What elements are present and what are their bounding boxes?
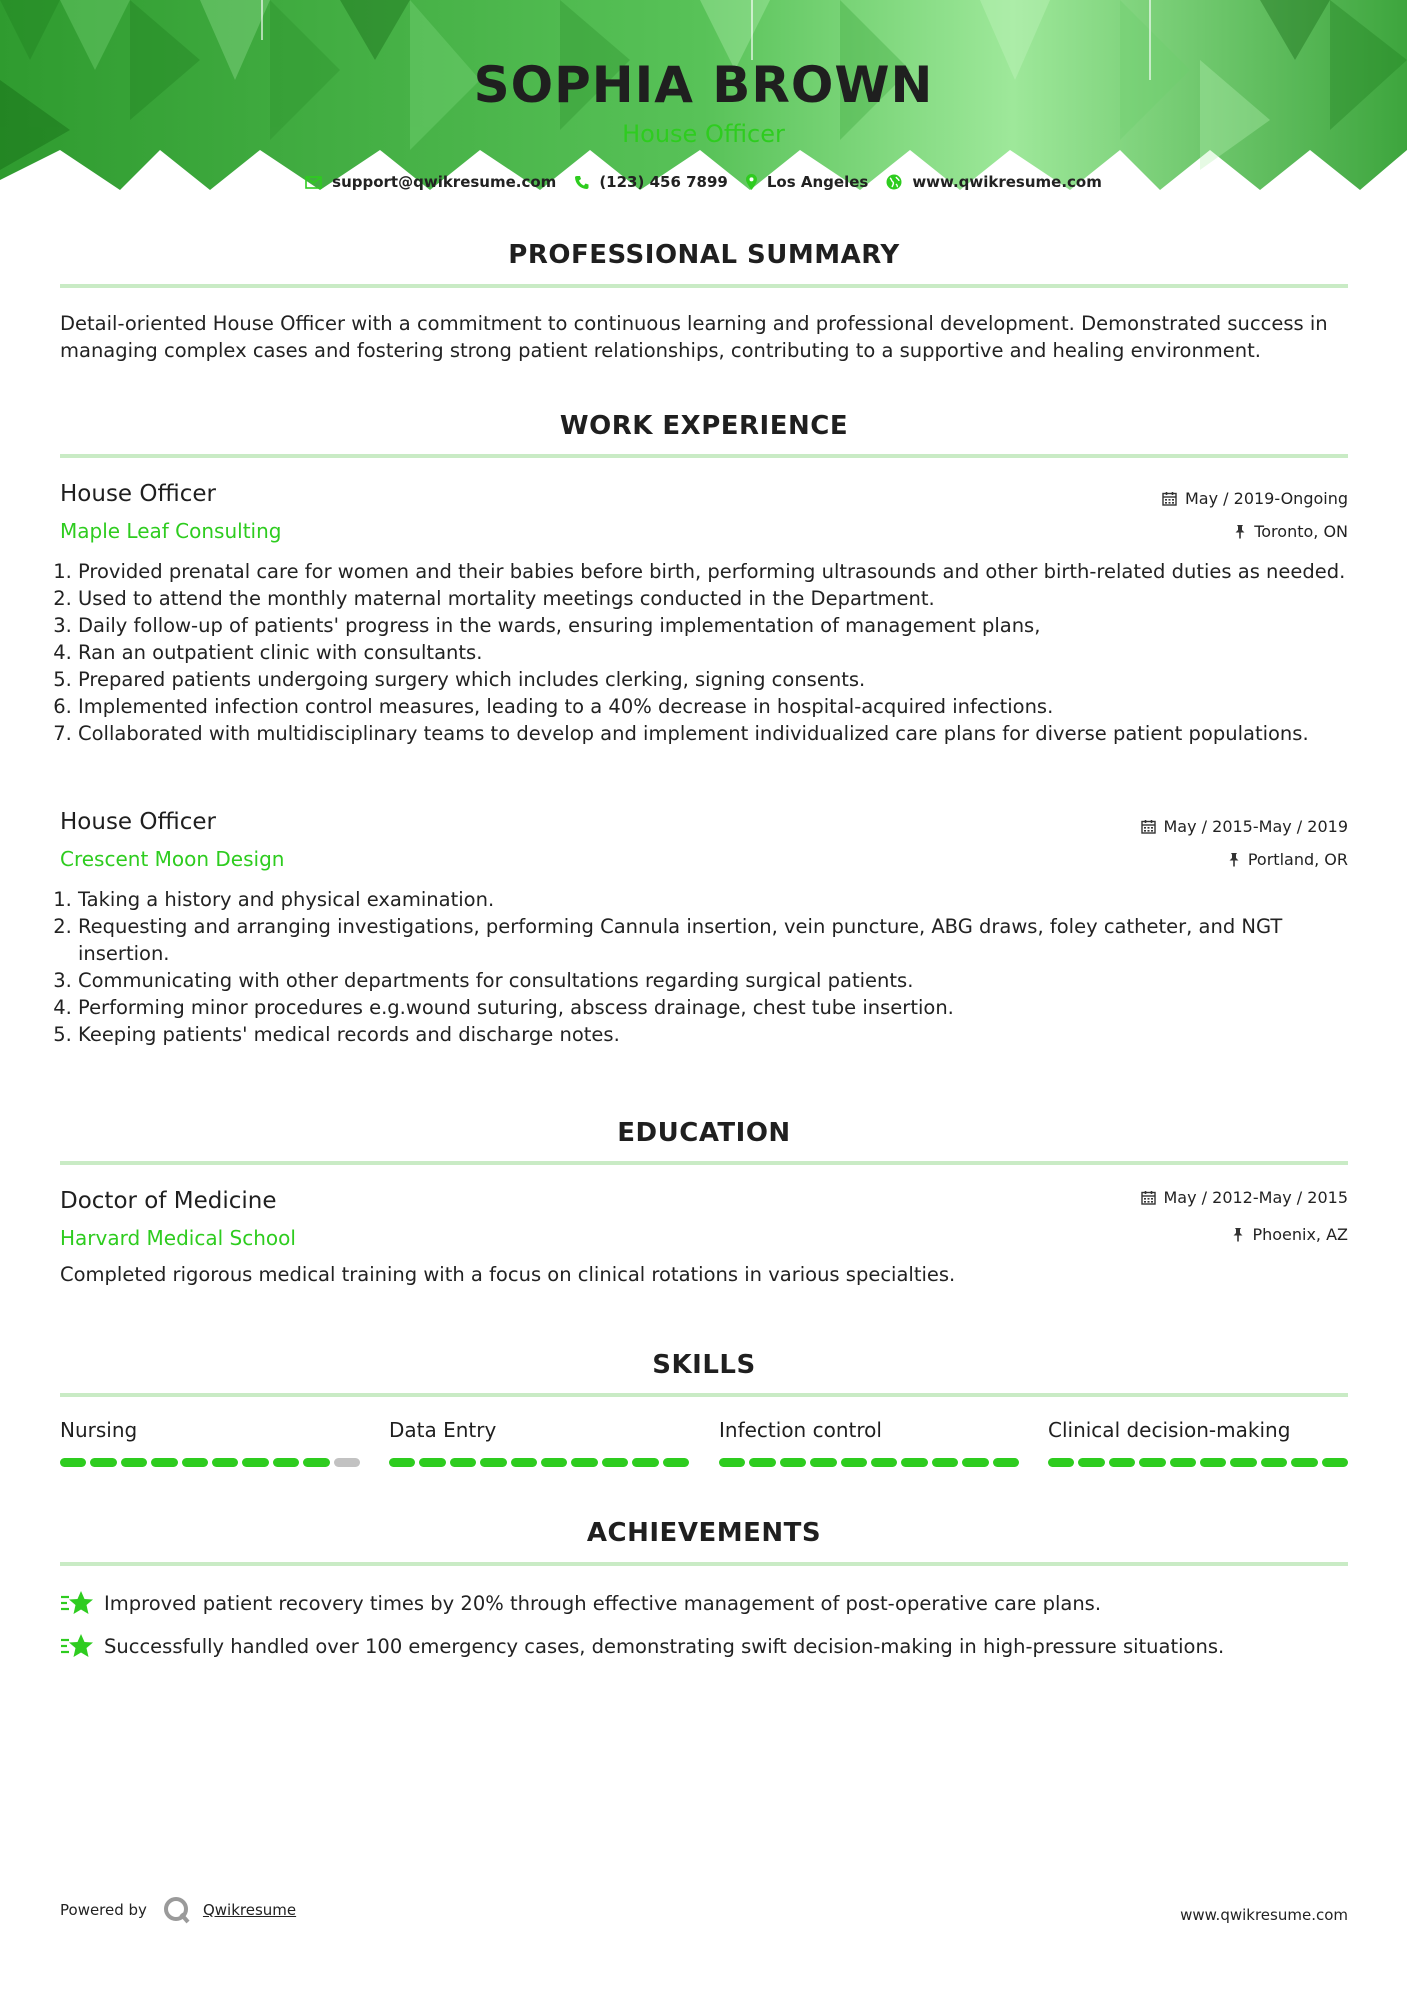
globe-icon <box>886 174 902 190</box>
list-item: 5. Keeping patients' medical records and discharge notes. <box>78 1021 1368 1048</box>
skill-level-segment <box>303 1458 329 1467</box>
skill-level-segment <box>663 1458 689 1467</box>
skill-level-segment <box>841 1458 867 1467</box>
list-item: 1. Provided prenatal care for women and their babies before birth, performing ultrasounds and other birth-related duties as needed. <box>78 558 1368 585</box>
achievements-divider <box>60 1562 1348 1566</box>
education-location-text: Phoenix, AZ <box>1252 1225 1348 1244</box>
pushpin-icon <box>1234 524 1246 539</box>
job-title: House Officer <box>60 481 216 507</box>
qwikresume-link[interactable]: Qwikresume <box>202 1901 297 1919</box>
job-responsibilities-list <box>60 886 1368 1048</box>
list-item: 4. Ran an outpatient clinic with consultants. <box>78 639 1368 666</box>
skill-level-segment <box>511 1458 537 1467</box>
skill-level-segment <box>151 1458 177 1467</box>
summary-text: Detail-oriented House Officer with a commitment to continuous learning and professional development. Demonstrated success in managing complex cases and fostering strong patient relationships, contributing to a supportive and healing environment. <box>60 312 1328 362</box>
skill-level-segment <box>602 1458 628 1467</box>
job-location <box>1228 850 1348 869</box>
skill-level-segment <box>571 1458 597 1467</box>
list-item: 3. Communicating with other departments for consultations regarding surgical patients. <box>78 967 1368 994</box>
skill-name: Data Entry <box>389 1418 497 1442</box>
skill-level-segment <box>1048 1458 1074 1467</box>
job-company: Crescent Moon Design <box>60 847 285 871</box>
list-item: 1. Taking a history and physical examination. <box>78 886 1368 913</box>
powered-by-label: Powered by <box>60 1901 147 1919</box>
job-dates-text: May / 2019-Ongoing <box>1185 489 1348 508</box>
contact-email[interactable] <box>305 173 556 191</box>
skill-level-segment <box>480 1458 506 1467</box>
skill-level-segment <box>389 1458 415 1467</box>
skill-level-segment <box>632 1458 658 1467</box>
candidate-title: House Officer <box>622 120 785 148</box>
skill-item <box>389 1418 689 1467</box>
contact-website[interactable] <box>886 173 1102 191</box>
skill-level-segment <box>1291 1458 1317 1467</box>
calendar-icon <box>1141 819 1156 834</box>
skill-level-bar <box>389 1458 689 1467</box>
star-icon <box>60 1589 94 1617</box>
skill-level-segment <box>901 1458 927 1467</box>
education-dates <box>1141 1188 1349 1207</box>
calendar-icon <box>1162 491 1177 506</box>
skill-level-segment <box>60 1458 86 1467</box>
job-dates <box>1162 489 1348 508</box>
skill-level-bar <box>1048 1458 1348 1467</box>
achievement-item <box>60 1589 1101 1617</box>
summary-heading: PROFESSIONAL SUMMARY <box>508 240 900 270</box>
education-dates-text: May / 2012-May / 2015 <box>1163 1188 1348 1207</box>
summary-divider <box>60 284 1348 288</box>
job-company: Maple Leaf Consulting <box>60 519 282 543</box>
list-item: 7. Collaborated with multidisciplinary teams to develop and implement individualized care plans for diverse patient populations. <box>78 720 1368 747</box>
skill-level-segment <box>780 1458 806 1467</box>
skill-item <box>1048 1418 1348 1467</box>
skill-level-segment <box>273 1458 299 1467</box>
skill-level-segment <box>121 1458 147 1467</box>
skill-level-segment <box>334 1458 360 1467</box>
job-dates <box>1141 817 1349 836</box>
skill-item <box>719 1418 1019 1467</box>
achievement-item <box>60 1632 1224 1660</box>
contact-phone-text: (123) 456 7899 <box>599 173 728 191</box>
skill-name: Clinical decision-making <box>1048 1418 1291 1442</box>
school-name: Harvard Medical School <box>60 1226 296 1250</box>
skill-level-segment <box>1322 1458 1348 1467</box>
contact-bar <box>0 173 1407 191</box>
phone-icon <box>574 175 589 190</box>
skill-level-segment <box>1261 1458 1287 1467</box>
skill-level-segment <box>1170 1458 1196 1467</box>
job-title: House Officer <box>60 809 216 835</box>
skills-divider <box>60 1393 1348 1397</box>
star-icon <box>60 1632 94 1660</box>
skill-level-segment <box>450 1458 476 1467</box>
contact-location <box>746 173 868 191</box>
contact-location-text: Los Angeles <box>766 173 869 191</box>
experience-divider <box>60 454 1348 458</box>
education-location <box>1232 1225 1348 1244</box>
map-marker-icon <box>746 174 757 190</box>
skill-level-segment <box>810 1458 836 1467</box>
job-dates-text: May / 2015-May / 2019 <box>1163 817 1348 836</box>
skill-level-segment <box>419 1458 445 1467</box>
skill-level-segment <box>1230 1458 1256 1467</box>
skill-level-segment <box>932 1458 958 1467</box>
skill-level-segment <box>749 1458 775 1467</box>
skill-level-segment <box>1139 1458 1165 1467</box>
footer-powered-by <box>60 1896 296 1924</box>
skill-level-bar <box>60 1458 360 1467</box>
skill-level-bar <box>719 1458 1019 1467</box>
job-location-text: Portland, OR <box>1247 850 1348 869</box>
pushpin-icon <box>1228 852 1240 867</box>
skill-level-segment <box>962 1458 988 1467</box>
achievement-text: Successfully handled over 100 emergency cases, demonstrating swift decision-making in high-pressure situations. <box>104 1634 1225 1658</box>
skill-level-segment <box>90 1458 116 1467</box>
pushpin-icon <box>1232 1227 1244 1242</box>
list-item: 2. Requesting and arranging investigations, performing Cannula insertion, vein puncture, ABG draws, foley catheter, and NGT insertion. <box>78 913 1368 967</box>
skill-level-segment <box>541 1458 567 1467</box>
qwikresume-logo-icon <box>163 1896 191 1924</box>
skill-level-segment <box>212 1458 238 1467</box>
achievements-heading: ACHIEVEMENTS <box>586 1518 822 1548</box>
job-location <box>1234 522 1348 541</box>
skill-level-segment <box>871 1458 897 1467</box>
list-item: 4. Performing minor procedures e.g.wound suturing, abscess drainage, chest tube insertion. <box>78 994 1368 1021</box>
experience-heading: WORK EXPERIENCE <box>559 411 849 441</box>
skills-heading: SKILLS <box>652 1350 756 1380</box>
list-item: 6. Implemented infection control measures, leading to a 40% decrease in hospital-acquired infections. <box>78 693 1368 720</box>
skill-name: Infection control <box>719 1418 882 1442</box>
skill-level-segment <box>242 1458 268 1467</box>
education-divider <box>60 1161 1348 1165</box>
education-description: Completed rigorous medical training with a focus on clinical rotations in various specialties. <box>60 1263 956 1286</box>
candidate-name: SOPHIA BROWN <box>473 56 934 114</box>
skill-level-segment <box>1078 1458 1104 1467</box>
skill-level-segment <box>1109 1458 1135 1467</box>
contact-website-text: www.qwikresume.com <box>912 173 1102 191</box>
list-item: 3. Daily follow-up of patients' progress in the wards, ensuring implementation of management plans, <box>78 612 1368 639</box>
list-item: 2. Used to attend the monthly maternal mortality meetings conducted in the Department. <box>78 585 1368 612</box>
degree-title: Doctor of Medicine <box>60 1188 277 1214</box>
contact-phone[interactable] <box>574 173 728 191</box>
job-responsibilities-list <box>60 558 1368 747</box>
job-location-text: Toronto, ON <box>1254 522 1348 541</box>
education-heading: EDUCATION <box>617 1118 791 1148</box>
skill-level-segment <box>182 1458 208 1467</box>
skill-name: Nursing <box>60 1418 138 1442</box>
contact-email-text: support@qwikresume.com <box>332 173 557 191</box>
list-item: 5. Prepared patients undergoing surgery which includes clerking, signing consents. <box>78 666 1368 693</box>
skill-level-segment <box>993 1458 1019 1467</box>
skill-level-segment <box>719 1458 745 1467</box>
envelope-icon <box>305 176 322 189</box>
achievement-text: Improved patient recovery times by 20% through effective management of post-operative care plans. <box>104 1591 1102 1615</box>
calendar-icon <box>1141 1190 1156 1205</box>
skill-level-segment <box>1200 1458 1226 1467</box>
footer-website[interactable]: www.qwikresume.com <box>1180 1906 1348 1924</box>
skill-item <box>60 1418 360 1467</box>
